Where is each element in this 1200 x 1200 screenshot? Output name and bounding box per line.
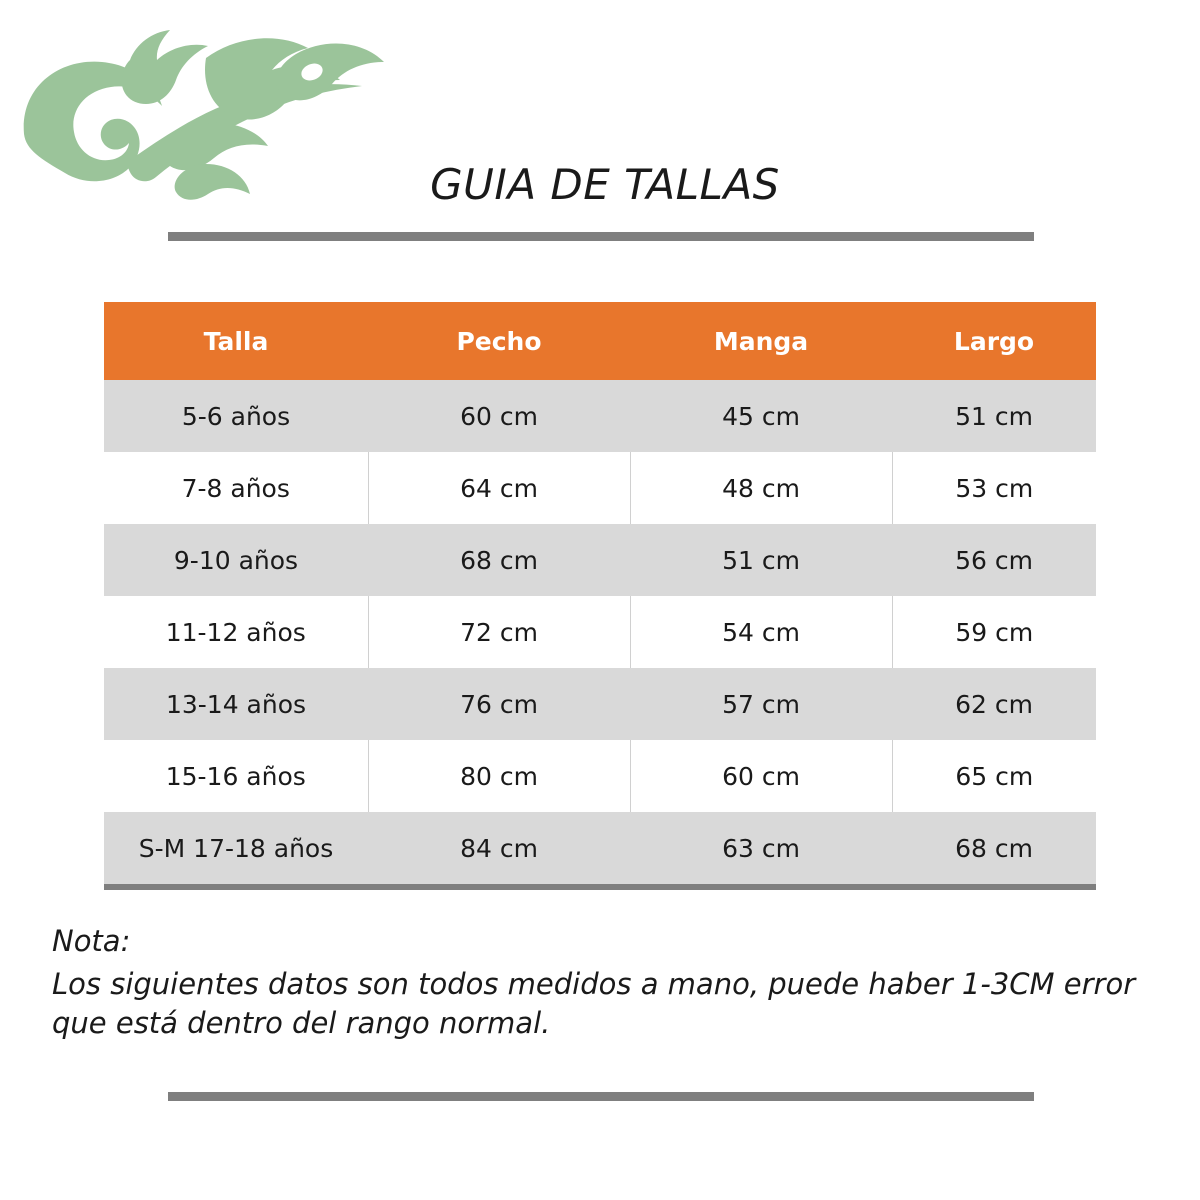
cell-talla: 5-6 años bbox=[104, 380, 368, 452]
cell-pecho: 60 cm bbox=[368, 380, 630, 452]
cell-largo: 59 cm bbox=[892, 596, 1096, 668]
cell-largo: 53 cm bbox=[892, 452, 1096, 524]
size-table bbox=[104, 302, 1096, 884]
table-header-row bbox=[104, 302, 1096, 380]
column-header-pecho: Pecho bbox=[368, 302, 630, 380]
cell-pecho: 80 cm bbox=[368, 740, 630, 812]
cell-pecho: 76 cm bbox=[368, 668, 630, 740]
cell-manga: 45 cm bbox=[630, 380, 892, 452]
size-table-container bbox=[104, 302, 1096, 890]
note-body: Los siguientes datos son todos medidos a mano, puede haber 1-3CM error que está dentro del rango normal. bbox=[52, 967, 1136, 1041]
cell-largo: 68 cm bbox=[892, 812, 1096, 884]
column-header-manga: Manga bbox=[630, 302, 892, 380]
table-bottom-divider bbox=[104, 884, 1096, 890]
cell-pecho: 84 cm bbox=[368, 812, 630, 884]
table-row bbox=[104, 380, 1096, 452]
cell-talla: S-M 17-18 años bbox=[104, 812, 368, 884]
cell-talla: 15-16 años bbox=[104, 740, 368, 812]
cell-pecho: 72 cm bbox=[368, 596, 630, 668]
cell-pecho: 68 cm bbox=[368, 524, 630, 596]
table-header bbox=[104, 302, 1096, 380]
column-header-talla: Talla bbox=[104, 302, 368, 380]
table-row bbox=[104, 812, 1096, 884]
cell-pecho: 64 cm bbox=[368, 452, 630, 524]
table-body bbox=[104, 380, 1096, 884]
cell-talla: 9-10 años bbox=[104, 524, 368, 596]
cell-manga: 57 cm bbox=[630, 668, 892, 740]
cell-talla: 13-14 años bbox=[104, 668, 368, 740]
table-row bbox=[104, 740, 1096, 812]
cell-largo: 51 cm bbox=[892, 380, 1096, 452]
cell-manga: 48 cm bbox=[630, 452, 892, 524]
cell-manga: 63 cm bbox=[630, 812, 892, 884]
column-header-largo: Largo bbox=[892, 302, 1096, 380]
table-row bbox=[104, 524, 1096, 596]
cell-manga: 51 cm bbox=[630, 524, 892, 596]
table-row bbox=[104, 452, 1096, 524]
cell-manga: 54 cm bbox=[630, 596, 892, 668]
page-header bbox=[0, 0, 1200, 260]
table-row bbox=[104, 668, 1096, 740]
cell-talla: 7-8 años bbox=[104, 452, 368, 524]
cell-manga: 60 cm bbox=[630, 740, 892, 812]
footer-divider bbox=[168, 1092, 1034, 1101]
cell-largo: 56 cm bbox=[892, 524, 1096, 596]
cell-largo: 62 cm bbox=[892, 668, 1096, 740]
cell-largo: 65 cm bbox=[892, 740, 1096, 812]
cell-talla: 11-12 años bbox=[104, 596, 368, 668]
title-divider bbox=[168, 232, 1034, 241]
note-title: Nota: bbox=[52, 924, 131, 958]
page-title: GUIA DE TALLAS bbox=[430, 160, 780, 209]
note-block bbox=[52, 922, 1162, 1043]
table-row bbox=[104, 596, 1096, 668]
